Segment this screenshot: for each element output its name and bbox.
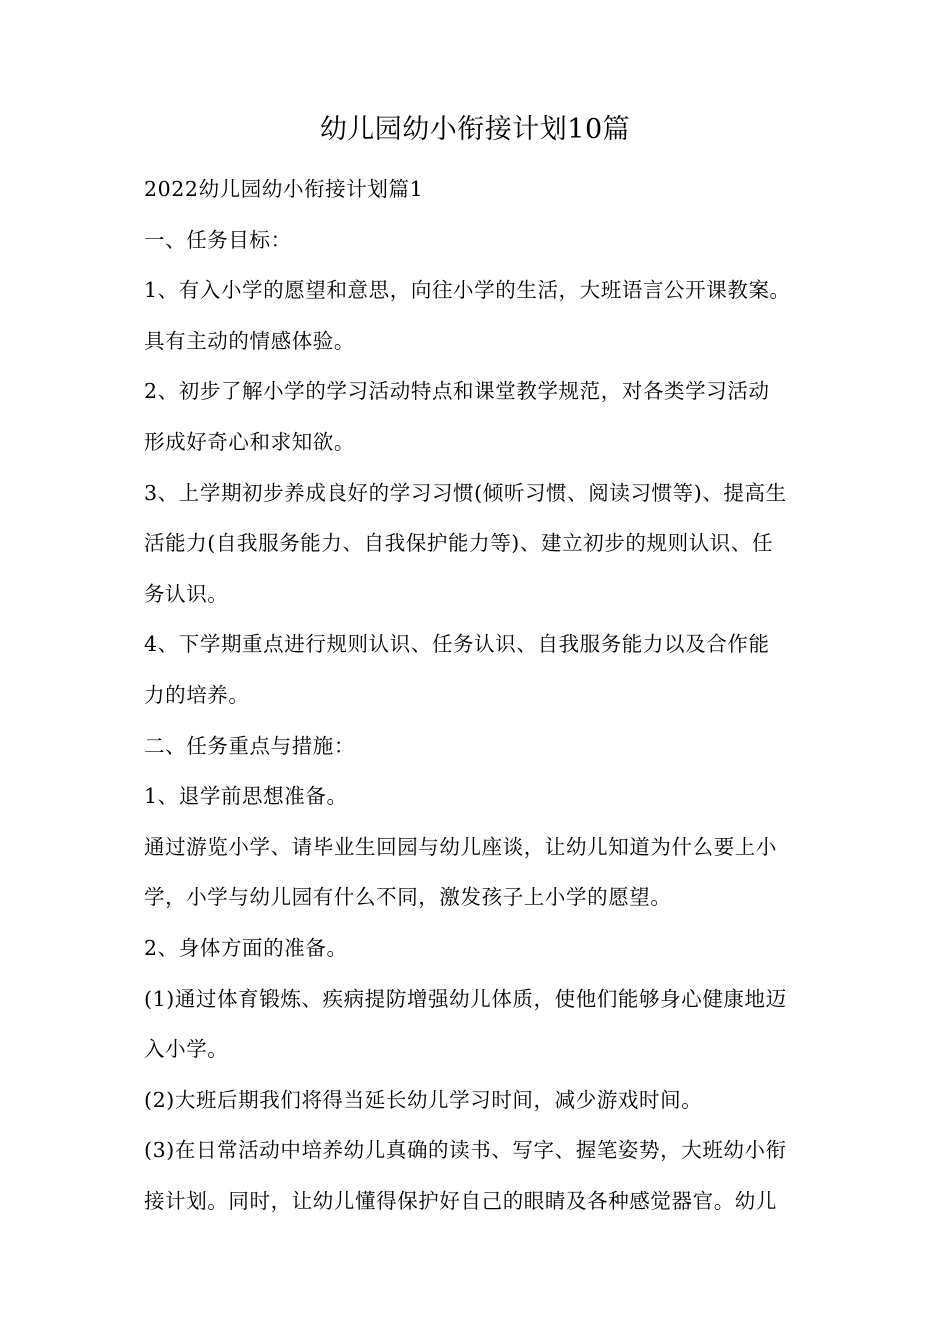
text-line: 二、任务重点与措施：: [144, 733, 355, 758]
text-line: 力的培养。: [144, 682, 250, 707]
text-line: 具有主动的情感体验。: [144, 328, 355, 353]
text-line: 2022幼儿园幼小衔接计划篇1: [144, 177, 424, 201]
text-line: 1、有入小学的愿望和意思，向往小学的生活，大班语言公开课教案。: [144, 278, 791, 303]
document-body: [144, 164, 812, 1226]
text-line: 通过游览小学、请毕业生回园与幼儿座谈，让幼儿知道为什么要上小: [144, 834, 777, 859]
text-line: 3、上学期初步养成良好的学习习惯(倾听习惯、阅读习惯等)、提高生: [144, 480, 787, 505]
text-line: 2、身体方面的准备。: [144, 935, 348, 960]
text-line: 形成好奇心和求知欲。: [144, 429, 355, 454]
text-line: 活能力(自我服务能力、自我保护能力等)、建立初步的规则认识、任: [144, 531, 774, 556]
text-line: 4、下学期重点进行规则认识、任务认识、自我服务能力以及合作能: [144, 632, 770, 657]
text-line: 一、任务目标：: [144, 227, 292, 252]
text-line: 1、退学前思想准备。: [144, 784, 348, 809]
document-title: 幼儿园幼小衔接计划10篇: [319, 114, 631, 145]
text-line: (2)大班后期我们将得当延长幼儿学习时间，减少游戏时间。: [144, 1087, 703, 1112]
text-line: (1)通过体育锻炼、疾病提防增强幼儿体质，使他们能够身心健康地迈: [144, 986, 787, 1011]
text-line: 接计划。同时，让幼儿懂得保护好自己的眼睛及各种感觉器官。幼儿: [144, 1188, 777, 1213]
text-line: 务认识。: [144, 581, 229, 606]
text-line: 2、初步了解小学的学习活动特点和课堂教学规范，对各类学习活动: [144, 379, 770, 404]
text-line: (3)在日常活动中培养幼儿真确的读书、写字、握笔姿势，大班幼小衔: [144, 1138, 787, 1163]
text-line: 入小学。: [144, 1037, 229, 1062]
text-line: 学，小学与幼儿园有什么不同，激发孩子上小学的愿望。: [144, 885, 672, 910]
